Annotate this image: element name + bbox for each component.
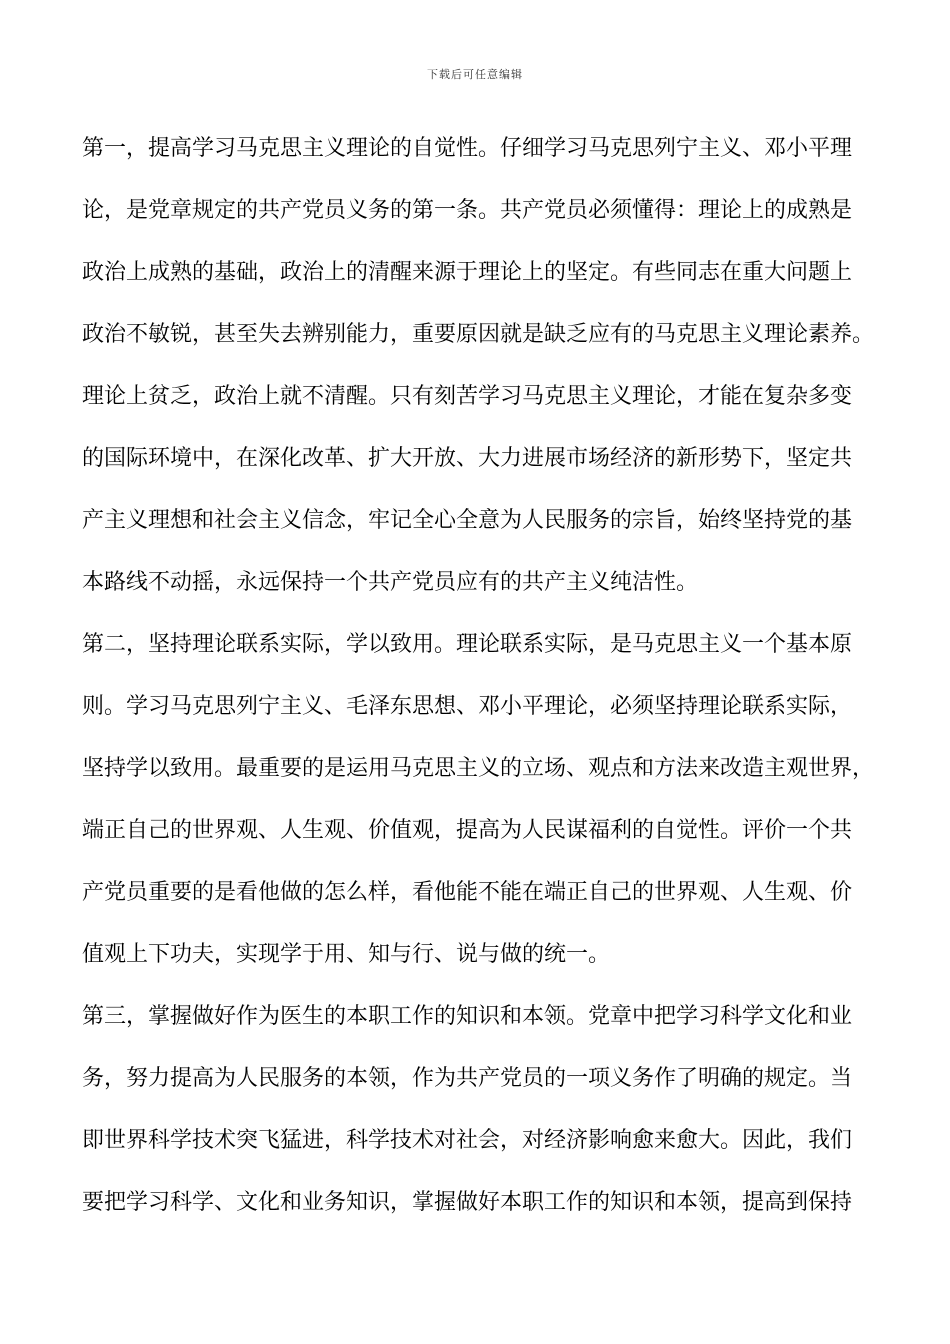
text-line: 第一，提高学习马克思主义理论的自觉性。仔细学习马克思列宁主义、邓小平理 [82,136,853,161]
text-line: 务，努力提高为人民服务的本领，作为共产党员的一项义务作了明确的规定。当 [82,1066,853,1091]
text-line: 第三，掌握做好作为医生的本职工作的知识和本领。党章中把学习科学文化和业 [82,1004,853,1029]
text-line: 理论上贫乏，政治上就不清醒。只有刻苦学习马克思主义理论，才能在复杂多变 [82,384,853,409]
text-line: 政治不敏锐，甚至失去辨别能力，重要原因就是缺乏应有的马克思主义理论素养。 [82,322,875,347]
text-line: 要把学习科学、文化和业务知识，掌握做好本职工作的知识和本领，提高到保持 [82,1190,853,1215]
text-line: 论，是党章规定的共产党员义务的第一条。共产党员必须懂得：理论上的成熟是 [82,198,853,223]
text-line: 产主义理想和社会主义信念，牢记全心全意为人民服务的宗旨，始终坚持党的基 [82,508,853,533]
text-line: 端正自己的世界观、人生观、价值观，提高为人民谋福利的自觉性。评价一个共 [82,818,853,843]
text-line: 产党员重要的是看他做的怎么样，看他能不能在端正自己的世界观、人生观、价 [82,880,853,905]
text-line: 值观上下功夫，实现学于用、知与行、说与做的统一。 [82,942,611,967]
text-line: 的国际环境中，在深化改革、扩大开放、大力进展市场经济的新形势下，坚定共 [82,446,853,471]
text-line: 第二，坚持理论联系实际，学以致用。理论联系实际，是马克思主义一个基本原 [82,632,853,657]
text-line: 政治上成熟的基础，政治上的清醒来源于理论上的坚定。有些同志在重大问题上 [82,260,853,285]
text-line: 则。学习马克思列宁主义、毛泽东思想、邓小平理论，必须坚持理论联系实际， [82,694,853,719]
text-line: 即世界科学技术突飞猛进，科学技术对社会，对经济影响愈来愈大。因此，我们 [82,1128,853,1153]
header-note: 下载后可任意编辑 [427,68,523,81]
text-line: 坚持学以致用。最重要的是运用马克思主义的立场、观点和方法来改造主观世界， [82,756,875,781]
body-text [82,118,882,1234]
text-line: 本路线不动摇，永远保持一个共产党员应有的共产主义纯洁性。 [82,570,699,595]
